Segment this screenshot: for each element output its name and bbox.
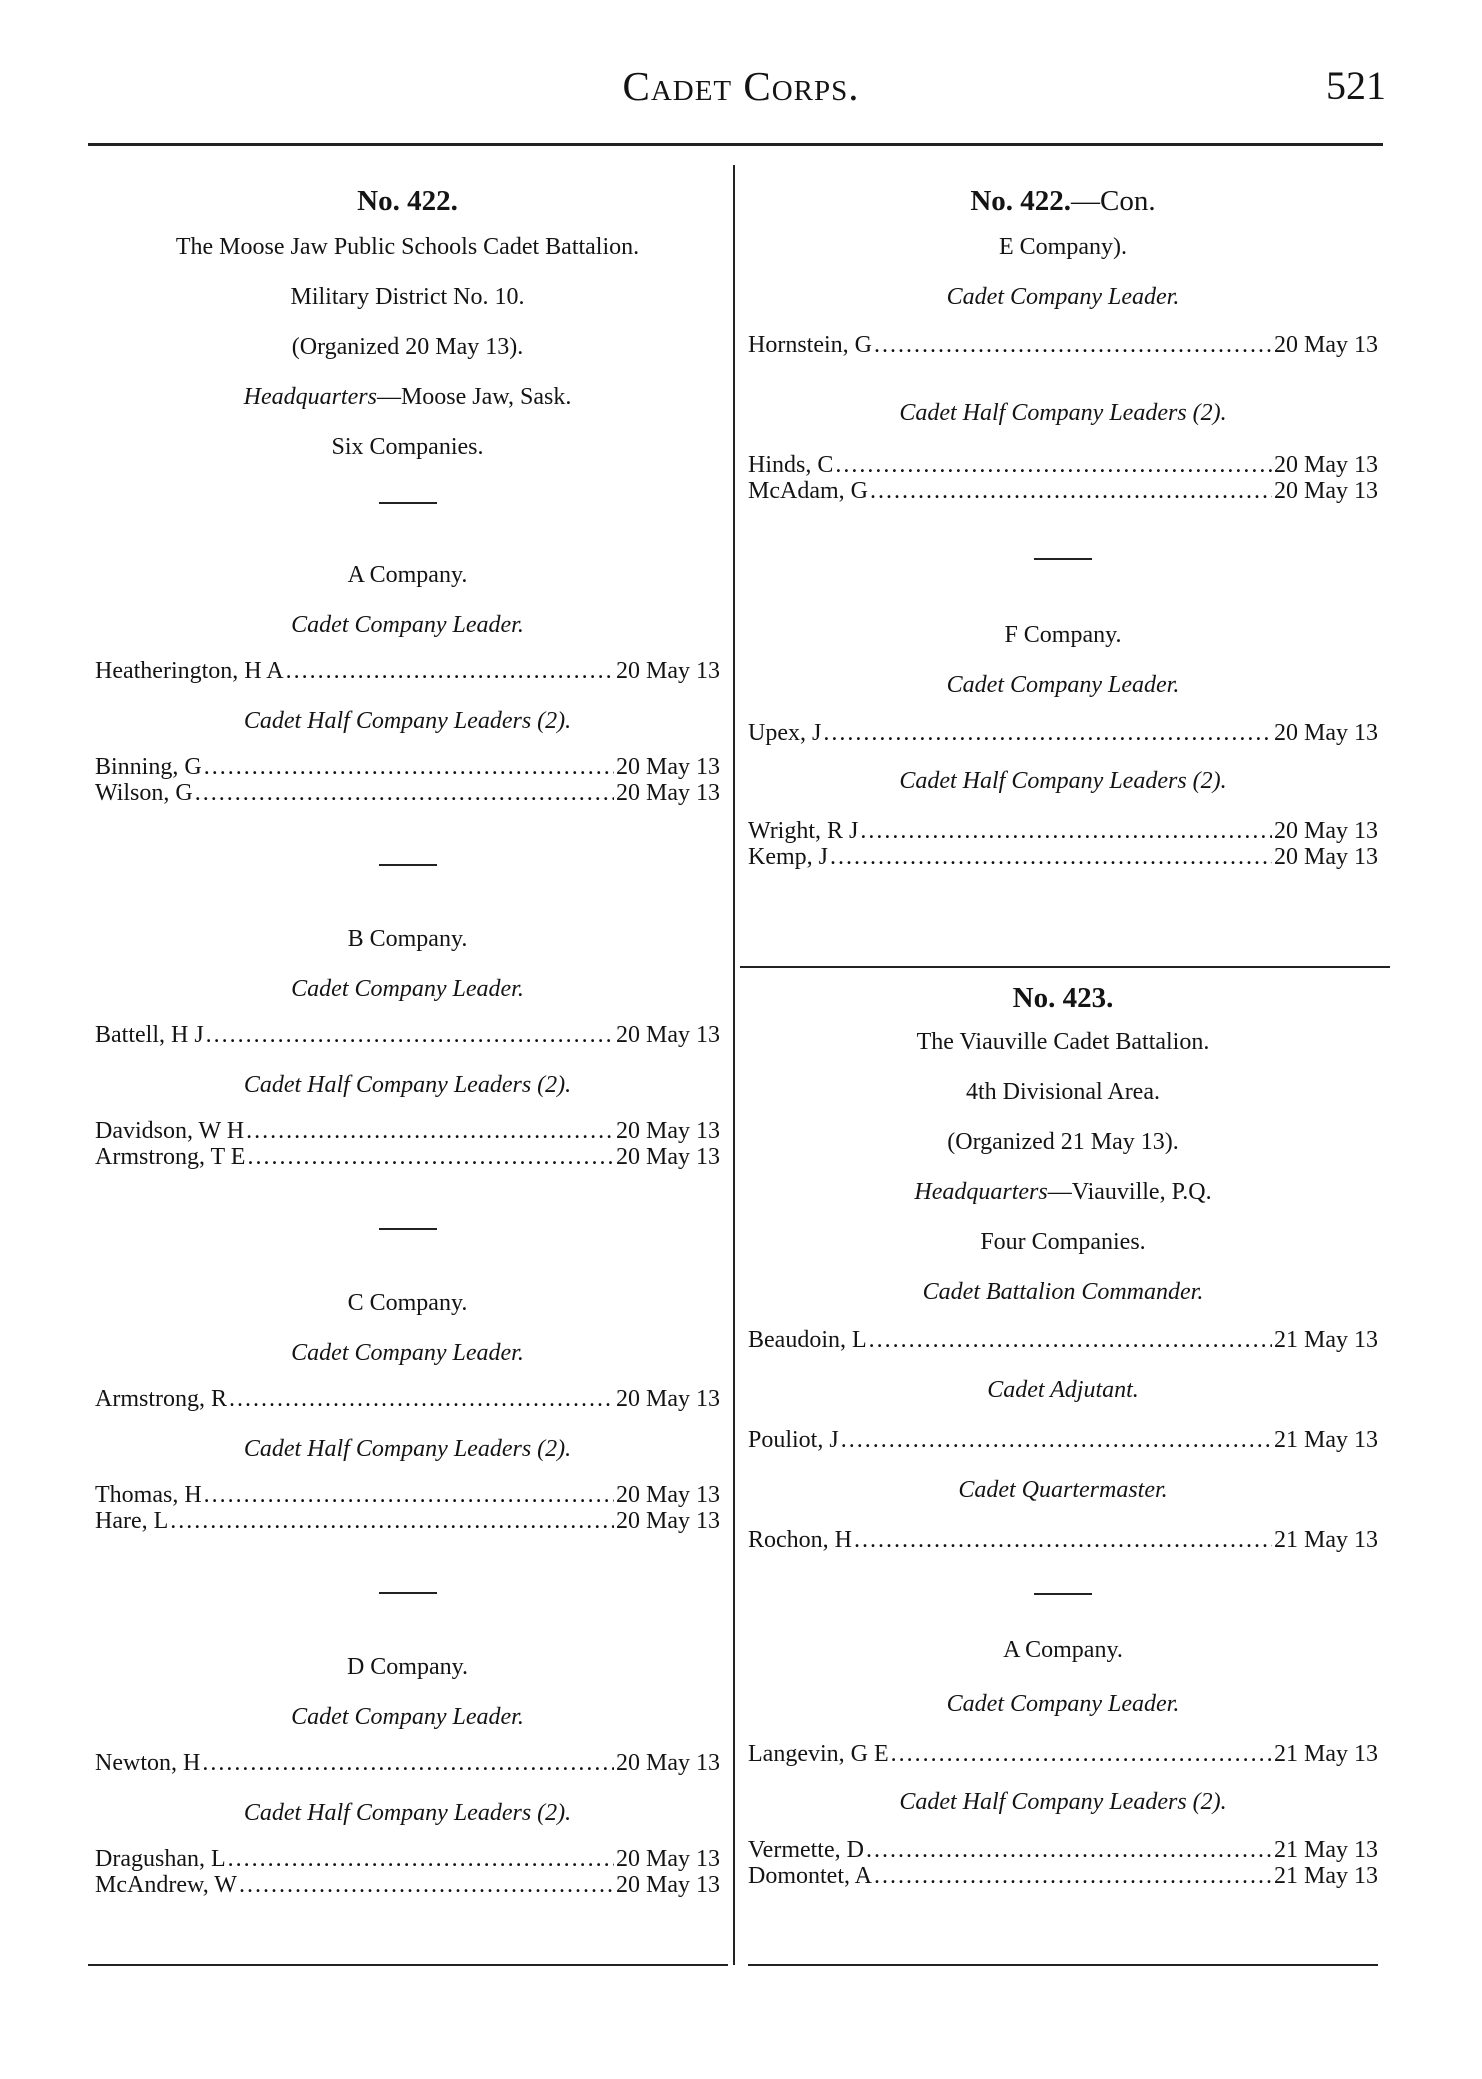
- company-name: E Company).: [999, 234, 1127, 260]
- list-item: Hare, L ..... 20 May 13: [95, 1508, 720, 1534]
- half-leaders-heading: Cadet Half Company Leaders (2).: [899, 768, 1227, 794]
- section-divider: [379, 1228, 437, 1230]
- company-section: [748, 232, 1378, 504]
- page-number: 521: [1326, 63, 1386, 108]
- quartermaster-heading: Cadet Quartermaster.: [958, 1477, 1168, 1503]
- company-section: [95, 924, 720, 1170]
- list-item: Armstrong, T E ..... 20 May 13: [95, 1144, 720, 1170]
- section-divider: [379, 1592, 437, 1594]
- list-item: Newton, H ..... 20 May 13: [95, 1750, 720, 1776]
- section-divider: [379, 864, 437, 866]
- commander-heading: Cadet Battalion Commander.: [922, 1279, 1204, 1305]
- list-item: Langevin, G E ..... 21 May 13: [748, 1741, 1378, 1767]
- leader-heading: Cadet Company Leader.: [291, 976, 524, 1002]
- divisional-area: 4th Divisional Area.: [966, 1079, 1160, 1105]
- company-section: [748, 620, 1378, 870]
- list-item: Thomas, H ..... 20 May 13: [95, 1482, 720, 1508]
- company-section: [95, 1652, 720, 1898]
- left-column: [95, 185, 720, 1898]
- list-item: Vermette, D ..... 21 May 13: [748, 1837, 1378, 1863]
- list-item: Wright, R J ..... 20 May 13: [748, 818, 1378, 844]
- company-name: A Company.: [347, 562, 468, 588]
- company-name: B Company.: [347, 926, 468, 952]
- organized-date: (Organized 21 May 13).: [947, 1129, 1179, 1155]
- list-item: Hinds, C ..... 20 May 13: [748, 452, 1378, 478]
- half-leaders-heading: Cadet Half Company Leaders (2).: [243, 1800, 572, 1826]
- unit-name: The Moose Jaw Public Schools Cadet Battalion.: [175, 234, 640, 260]
- list-item: Binning, G ..... 20 May 13: [95, 754, 720, 780]
- company-name: F Company.: [1004, 622, 1122, 648]
- headquarters: [748, 1177, 1378, 1207]
- headquarters: [95, 382, 720, 412]
- leader-heading: Cadet Company Leader.: [946, 284, 1180, 310]
- section-divider: [1034, 558, 1092, 560]
- list-item: Beaudoin, L ..... 21 May 13: [748, 1327, 1378, 1353]
- list-item: Heatherington, H A ..... 20 May 13: [95, 658, 720, 684]
- section-divider: [379, 502, 437, 504]
- company-section: [95, 560, 720, 806]
- running-title: Cadet Corps.: [622, 63, 860, 109]
- right-bottom-rule: [748, 1964, 1378, 1966]
- left-bottom-rule: [88, 1964, 728, 1966]
- section-divider: [1034, 1593, 1092, 1595]
- page-header: [0, 62, 1482, 122]
- column-divider: [733, 165, 735, 1965]
- half-leaders-heading: Cadet Half Company Leaders (2).: [243, 1436, 572, 1462]
- company-name: A Company.: [1003, 1637, 1123, 1663]
- list-item: Rochon, H ..... 21 May 13: [748, 1527, 1378, 1553]
- continued-title: No. 422.—Con.: [970, 185, 1156, 217]
- company-name: D Company.: [346, 1654, 469, 1680]
- leader-heading: Cadet Company Leader.: [946, 1691, 1180, 1717]
- right-column: [748, 185, 1378, 1889]
- list-item: Battell, H J ..... 20 May 13: [95, 1022, 720, 1048]
- list-item: Upex, J ..... 20 May 13: [748, 720, 1378, 746]
- headquarters-value: —Viauville, P.Q.: [1047, 1179, 1212, 1205]
- company-section: [95, 1288, 720, 1534]
- unit-title: No. 423.: [1012, 982, 1114, 1014]
- list-item: Dragushan, L ..... 20 May 13: [95, 1846, 720, 1872]
- list-item: Domontet, A ..... 21 May 13: [748, 1863, 1378, 1889]
- organized-date: (Organized 20 May 13).: [291, 334, 524, 360]
- list-item: Wilson, G ..... 20 May 13: [95, 780, 720, 806]
- headquarters-label: Headquarters: [243, 384, 377, 410]
- leader-heading: Cadet Company Leader.: [946, 672, 1180, 698]
- leader-heading: Cadet Company Leader.: [291, 612, 524, 638]
- company-name: C Company.: [347, 1290, 468, 1316]
- companies-count: Six Companies.: [331, 434, 484, 460]
- unit-section: [748, 982, 1378, 1889]
- list-item: Kemp, J ..... 20 May 13: [748, 844, 1378, 870]
- companies-count: Four Companies.: [980, 1229, 1146, 1255]
- list-item: Hornstein, G ..... 20 May 13: [748, 332, 1378, 358]
- half-leaders-heading: Cadet Half Company Leaders (2).: [899, 1789, 1227, 1815]
- headquarters-label: Headquarters: [914, 1179, 1048, 1205]
- half-leaders-heading: Cadet Half Company Leaders (2).: [243, 708, 572, 734]
- list-item: McAndrew, W ..... 20 May 13: [95, 1872, 720, 1898]
- list-item: Davidson, W H ..... 20 May 13: [95, 1118, 720, 1144]
- header-rule: [88, 143, 1383, 146]
- adjutant-heading: Cadet Adjutant.: [987, 1377, 1139, 1403]
- list-item: Pouliot, J ..... 21 May 13: [748, 1427, 1378, 1453]
- military-district: Military District No. 10.: [290, 284, 525, 310]
- half-leaders-heading: Cadet Half Company Leaders (2).: [243, 1072, 572, 1098]
- leader-heading: Cadet Company Leader.: [291, 1704, 524, 1730]
- half-leaders-heading: Cadet Half Company Leaders (2).: [899, 400, 1227, 426]
- list-item: Armstrong, R ..... 20 May 13: [95, 1386, 720, 1412]
- list-item: McAdam, G ..... 20 May 13: [748, 478, 1378, 504]
- unit-name: The Viauville Cadet Battalion.: [916, 1029, 1210, 1055]
- leader-heading: Cadet Company Leader.: [291, 1340, 524, 1366]
- unit-title: No. 422.: [357, 185, 458, 217]
- headquarters-value: —Moose Jaw, Sask.: [376, 384, 572, 410]
